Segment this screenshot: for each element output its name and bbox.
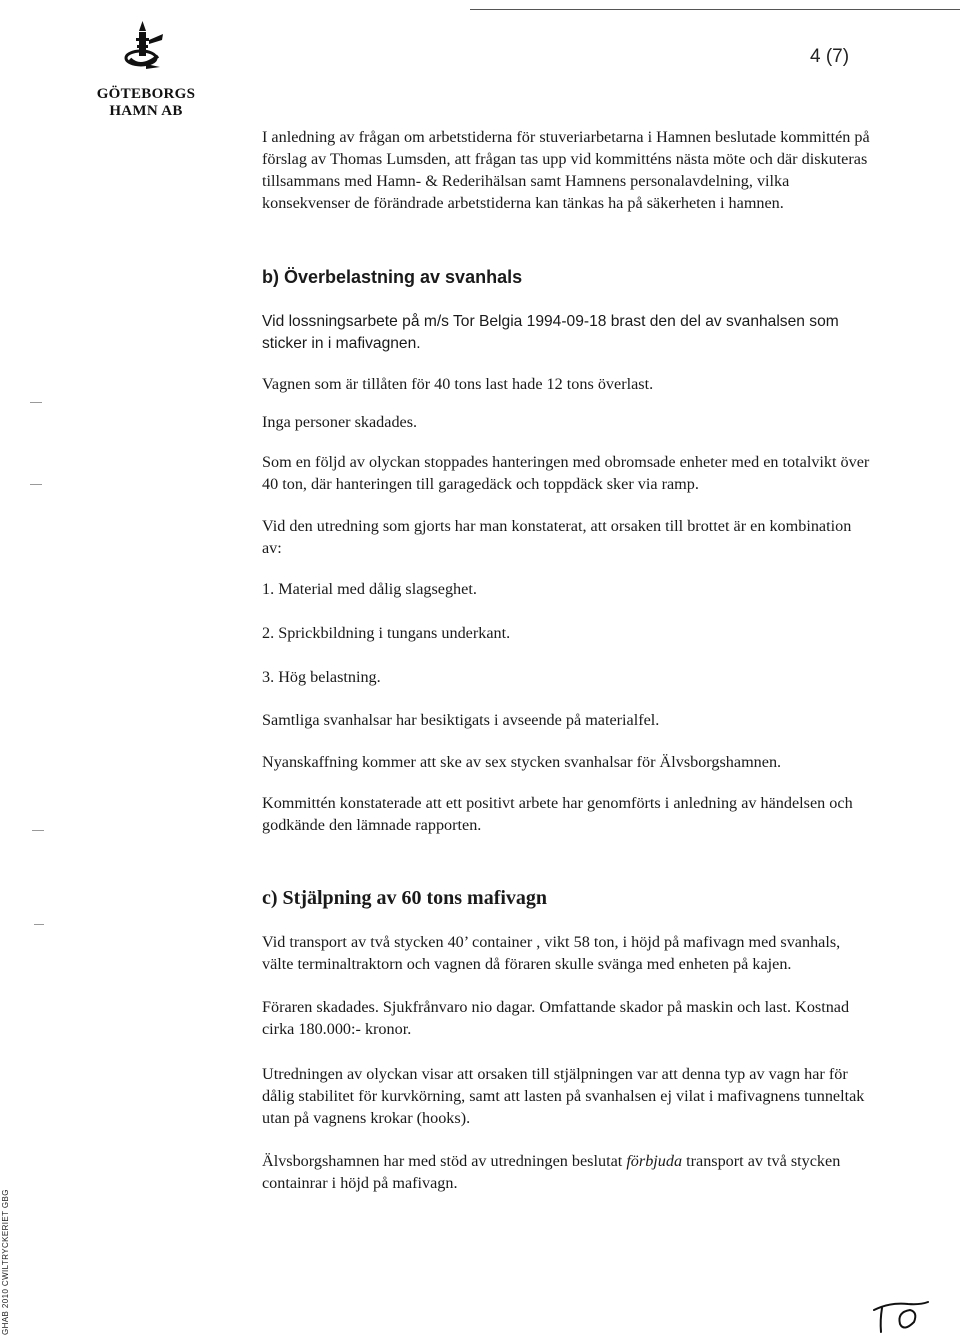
cause-list bbox=[262, 578, 882, 688]
section-b-paragraph-1: Vid lossningsarbete på m/s Tor Belgia 1994-09-18 brast den del av svanhalsen som sticker in i mafivagnen. bbox=[262, 313, 839, 352]
section-b-paragraph-3: Inga personer skadades. bbox=[262, 413, 418, 431]
scan-speck bbox=[30, 402, 42, 403]
handwritten-initials bbox=[870, 1288, 930, 1334]
company-name-line-1: GÖTEBORGS bbox=[96, 86, 196, 102]
scan-speck bbox=[34, 924, 44, 925]
section-b-paragraph-4: Som en följd av olyckan stoppades hanteringen med obromsade enheter med en totalvikt över 40 ton, där hanteringen till garagedäck och toppdäck sker via ramp. bbox=[262, 453, 870, 493]
section-b-heading: b) Överbelastning av svanhals bbox=[262, 267, 523, 287]
document-body bbox=[262, 126, 882, 1194]
section-b-paragraph-5: Vid den utredning som gjorts har man konstaterat, att orsaken till brottet är en kombination av: bbox=[262, 517, 852, 557]
section-b-paragraph-8: Kommittén konstaterade att ett positivt arbete har genomförts i anledning av händelsen och godkände den lämnade rapporten. bbox=[262, 794, 853, 834]
section-c-paragraph-1: Vid transport av två stycken 40’ container , vikt 58 ton, i höjd på mafivagn med svanhals, välte terminaltraktorn och vagnen då föraren skulle svänga med enheten på kajen. bbox=[262, 933, 841, 973]
section-b-paragraph-2: Vagnen som är tillåten för 40 tons last hade 12 tons överlast. bbox=[262, 375, 654, 393]
section-b-paragraph-7: Nyanskaffning kommer att ske av sex stycken svanhalsar för Älvsborgshamnen. bbox=[262, 753, 782, 771]
cause-item-3: 3. Hög belastning. bbox=[262, 668, 381, 686]
cause-item-1: 1. Material med dålig slagseghet. bbox=[262, 580, 477, 598]
scan-speck bbox=[32, 830, 44, 831]
intro-paragraph: I anledning av frågan om arbetstiderna för stuveriarbetarna i Hamnen beslutade kommittén på förslag av Thomas Lumsden, att frågan tas upp vid kommitténs nästa möte och där diskuteras tillsammans med Hamn- & Rederihälsan samt Hamnens personalavdelning, vilka konsekvenser de förändrade arbetstiderna kan tänkas ha på säkerheten i hamnen. bbox=[262, 128, 870, 212]
cause-item-2: 2. Sprickbildning i tungans underkant. bbox=[262, 624, 511, 642]
section-c-paragraph-4 bbox=[262, 1150, 862, 1194]
section-c-paragraph-3: Utredningen av olyckan visar att orsaken till stjälpningen var att denna typ av vagn har för dålig stabilitet för kurvkörning, samt att lasten på svanhalsen ej vilat i mafivagnens tunneltak utan på vagnens krokar (hooks). bbox=[262, 1065, 865, 1127]
page-number: 4 (7) bbox=[810, 46, 850, 67]
forbid-emphasis: förbjuda bbox=[626, 1152, 683, 1170]
section-c-paragraph-4-start: Älvsborgshamnen har med stöd av utredningen beslutat bbox=[262, 1152, 627, 1170]
section-c-heading: c) Stjälpning av 60 tons mafivagn bbox=[262, 887, 548, 909]
company-logo bbox=[116, 18, 172, 74]
top-rule bbox=[470, 9, 960, 10]
company-name-line-2: HAMN AB bbox=[109, 103, 183, 119]
section-c-paragraph-2: Föraren skadades. Sjukfrånvaro nio dagar. Omfattande skador på maskin och last. Kostnad cirka 180.000:- kronor. bbox=[262, 998, 850, 1038]
section-c-paragraph-4-end: transport av två stycken containrar i höjd på mafivagn. bbox=[262, 1152, 841, 1192]
section-b-paragraph-6: Samtliga svanhalsar har besiktigats i avseende på materialfel. bbox=[262, 711, 660, 729]
scan-speck bbox=[30, 484, 42, 485]
company-name bbox=[84, 86, 208, 120]
printer-side-imprint: GHAB 2010 CWILTRYCKERIET GBG bbox=[1, 1189, 10, 1335]
